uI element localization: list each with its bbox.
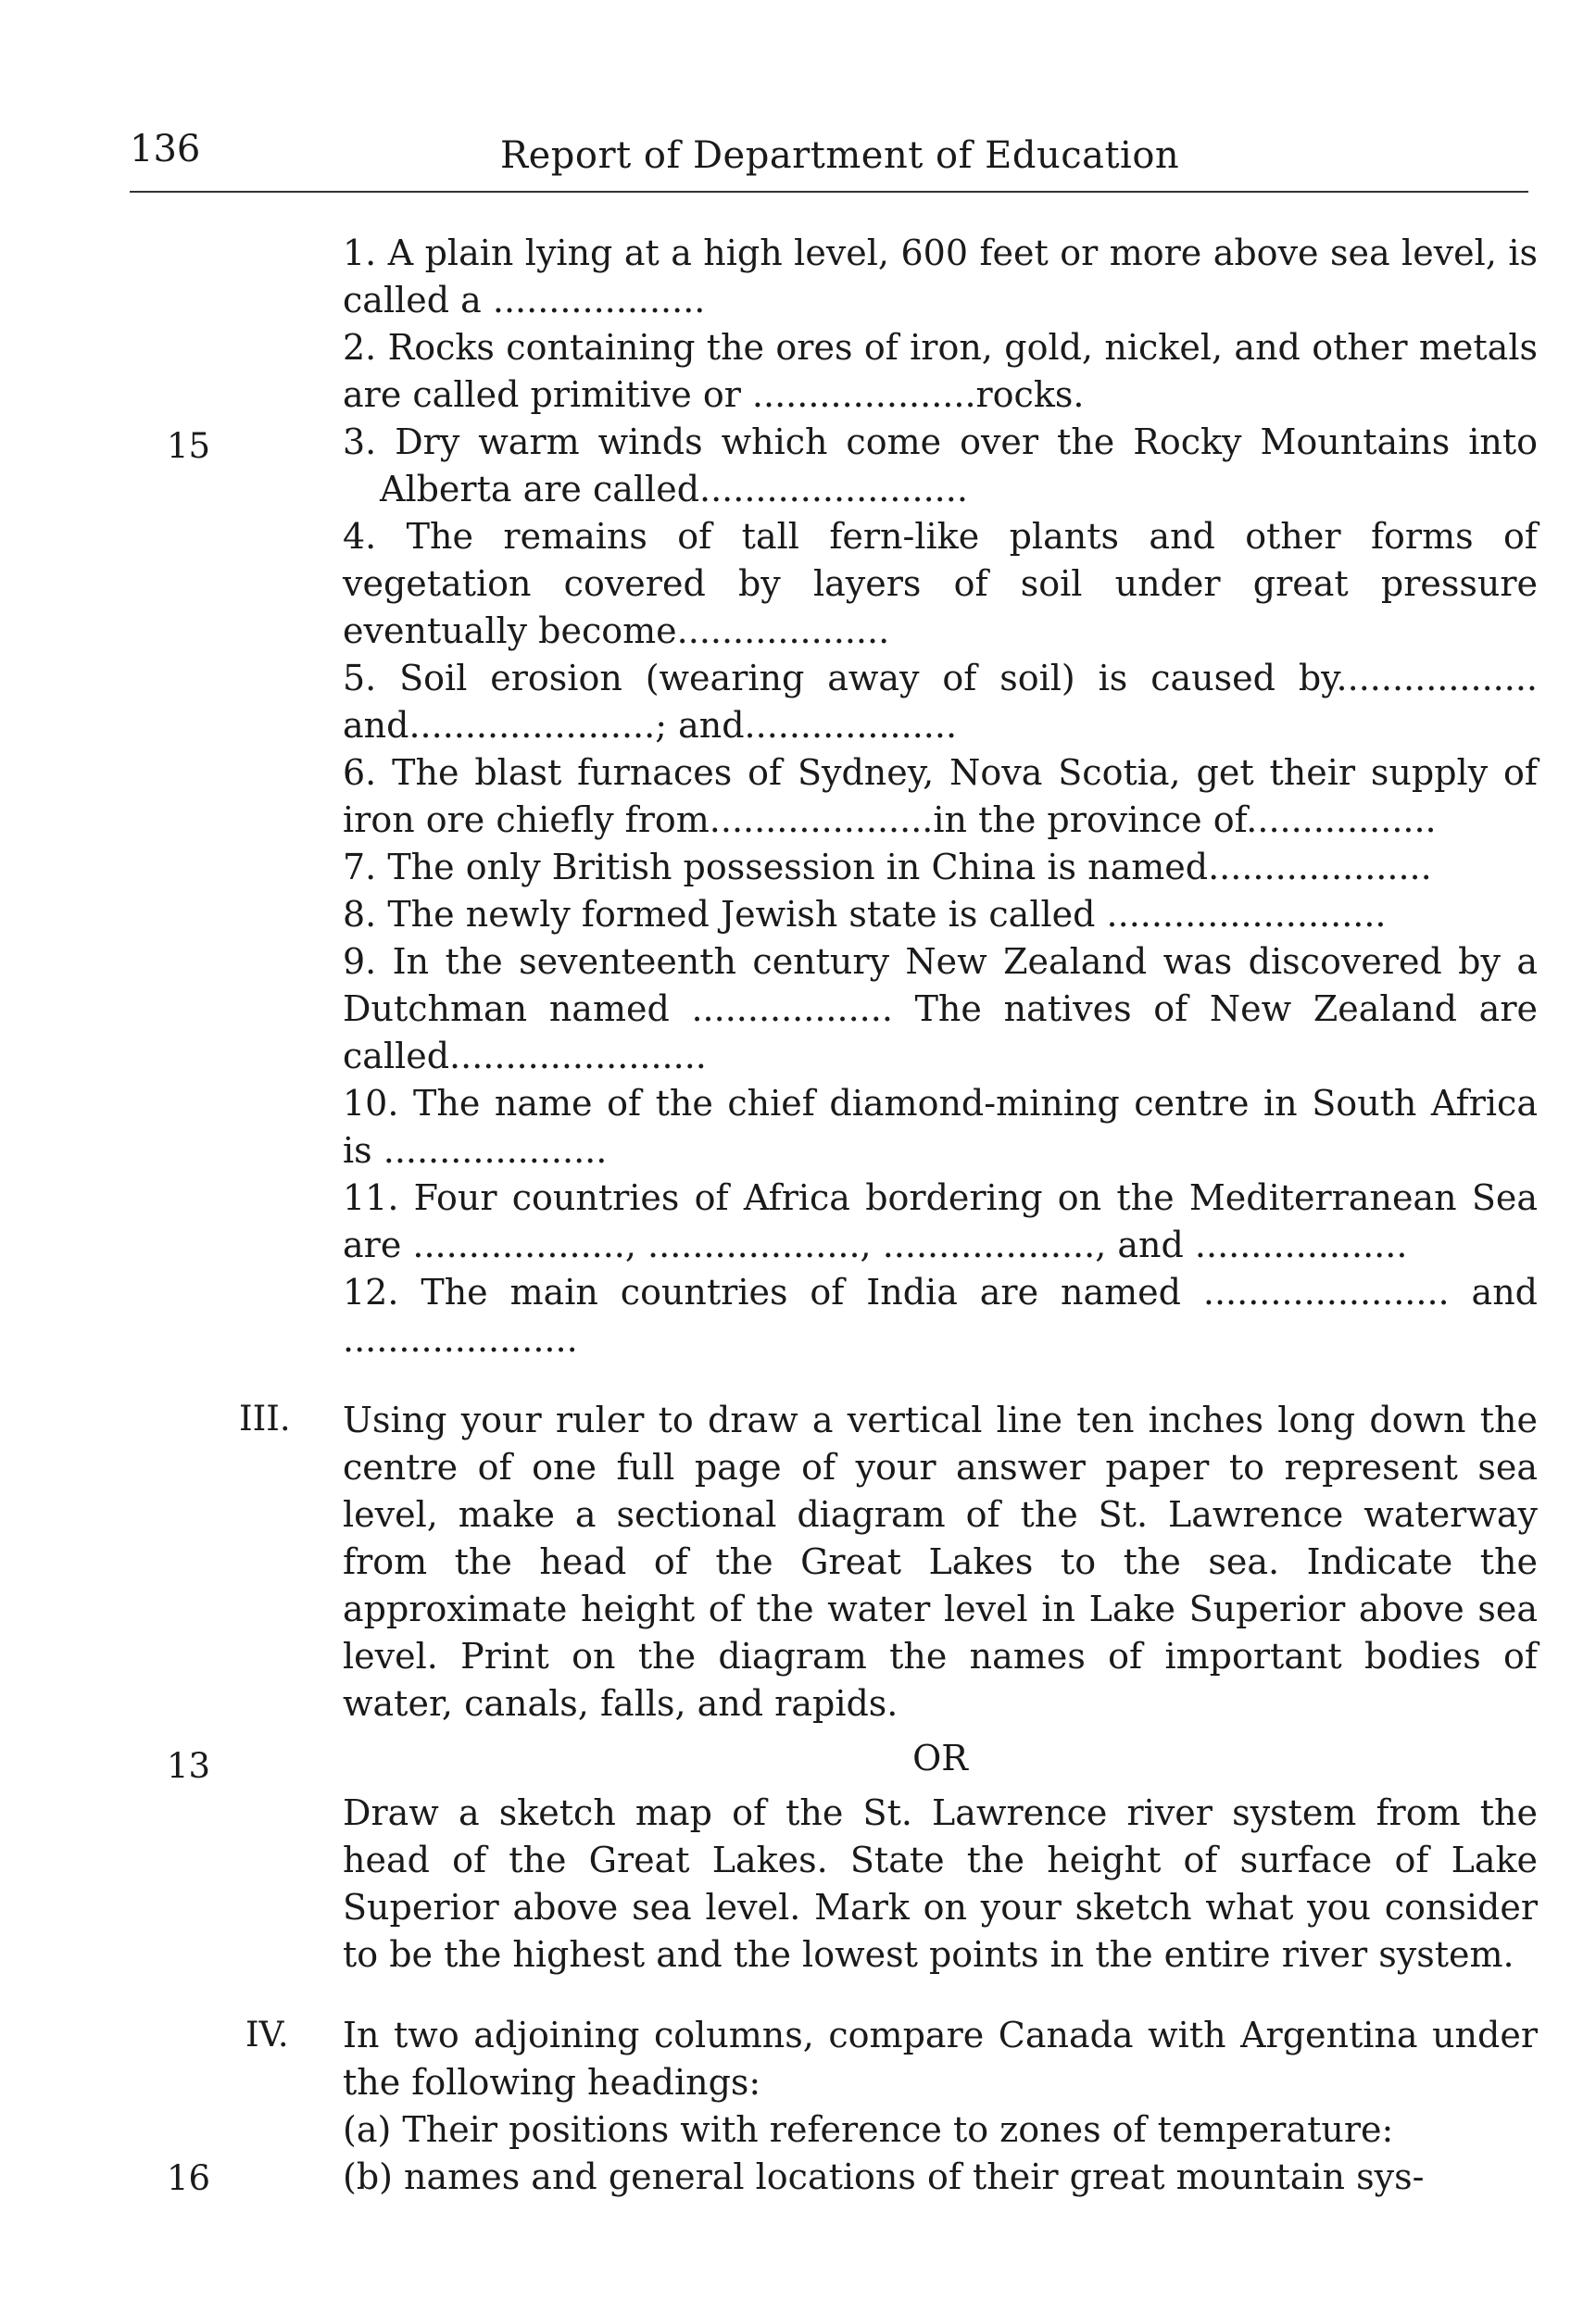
fill-in-questions xyxy=(343,230,1538,1364)
question-8: 8. The newly formed Jewish state is called ......................... xyxy=(343,894,1387,935)
section-iii-text: Using your ruler to draw a vertical line ten inches long down the centre of one full page of your answer paper to represent sea level, make a sectional diagram of the St. Lawrence waterway from the head of the Great Lakes to the sea. Indicate the approximate height of the water level in Lake Superior above sea level. Print on the diagram the names of important bodies of water, canals, falls, and rapids. xyxy=(343,1400,1538,1724)
page-header-title: Report of Department of Education xyxy=(500,134,1180,177)
or-divider: OR xyxy=(912,1738,968,1778)
question-5: 5. Soil erosion (wearing away of soil) is caused by.................. and......................; and................... xyxy=(343,658,1538,746)
question-4: 4. The remains of tall fern-like plants and other forms of vegetation covered by layers of soil under great pressure eventually become................... xyxy=(343,516,1538,651)
question-12: 12. The main countries of India are named ...................... and ..................... xyxy=(343,1272,1538,1360)
section-iv xyxy=(343,2012,1538,2201)
section-numeral-iv: IV. xyxy=(245,2015,289,2055)
question-6: 6. The blast furnaces of Sydney, Nova Scotia, get their supply of iron ore chiefly from....................in the province of................. xyxy=(343,752,1538,840)
section-iv-text: In two adjoining columns, compare Canada with Argentina under the following headings: xyxy=(343,2015,1538,2103)
question-11: 11. Four countries of Africa bordering on the Mediterranean Sea are ..................., ..................., ..................., and ................... xyxy=(343,1177,1538,1265)
section-iii-alt-text: Draw a sketch map of the St. Lawrence river system from the head of the Great Lakes. State the height of surface of Lake Superior above sea level. Mark on your sketch what you consider to be the highest and the lowest points in the entire river system. xyxy=(343,1792,1538,1975)
question-9: 9. In the seventeenth century New Zealand was discovered by a Dutchman named .................. The natives of New Zealand are called....................... xyxy=(343,941,1538,1076)
section-iv-item-a: (a) Their positions with reference to zones of temperature: xyxy=(343,2109,1394,2150)
question-10: 10. The name of the chief diamond-mining centre in South Africa is .................... xyxy=(343,1083,1538,1171)
question-3: 3. Dry warm winds which come over the Rocky Mountains into Alberta are called........................ xyxy=(343,421,1538,509)
margin-mark-13: 13 xyxy=(167,1746,211,1786)
section-numeral-iii: III. xyxy=(239,1399,291,1439)
margin-mark-15: 15 xyxy=(167,426,211,466)
header-rule xyxy=(130,191,1528,193)
question-1: 1. A plain lying at a high level, 600 feet or more above sea level, is called a ................... xyxy=(343,233,1538,320)
section-iv-item-b: (b) names and general locations of their great mountain sys- xyxy=(343,2156,1425,2197)
question-7: 7. The only British possession in China is named.................... xyxy=(343,847,1432,887)
question-2: 2. Rocks containing the ores of iron, gold, nickel, and other metals are called primitive or ....................rocks. xyxy=(343,327,1538,415)
section-iii xyxy=(343,1397,1538,1979)
page-number: 136 xyxy=(130,128,201,170)
margin-mark-16: 16 xyxy=(167,2158,211,2198)
